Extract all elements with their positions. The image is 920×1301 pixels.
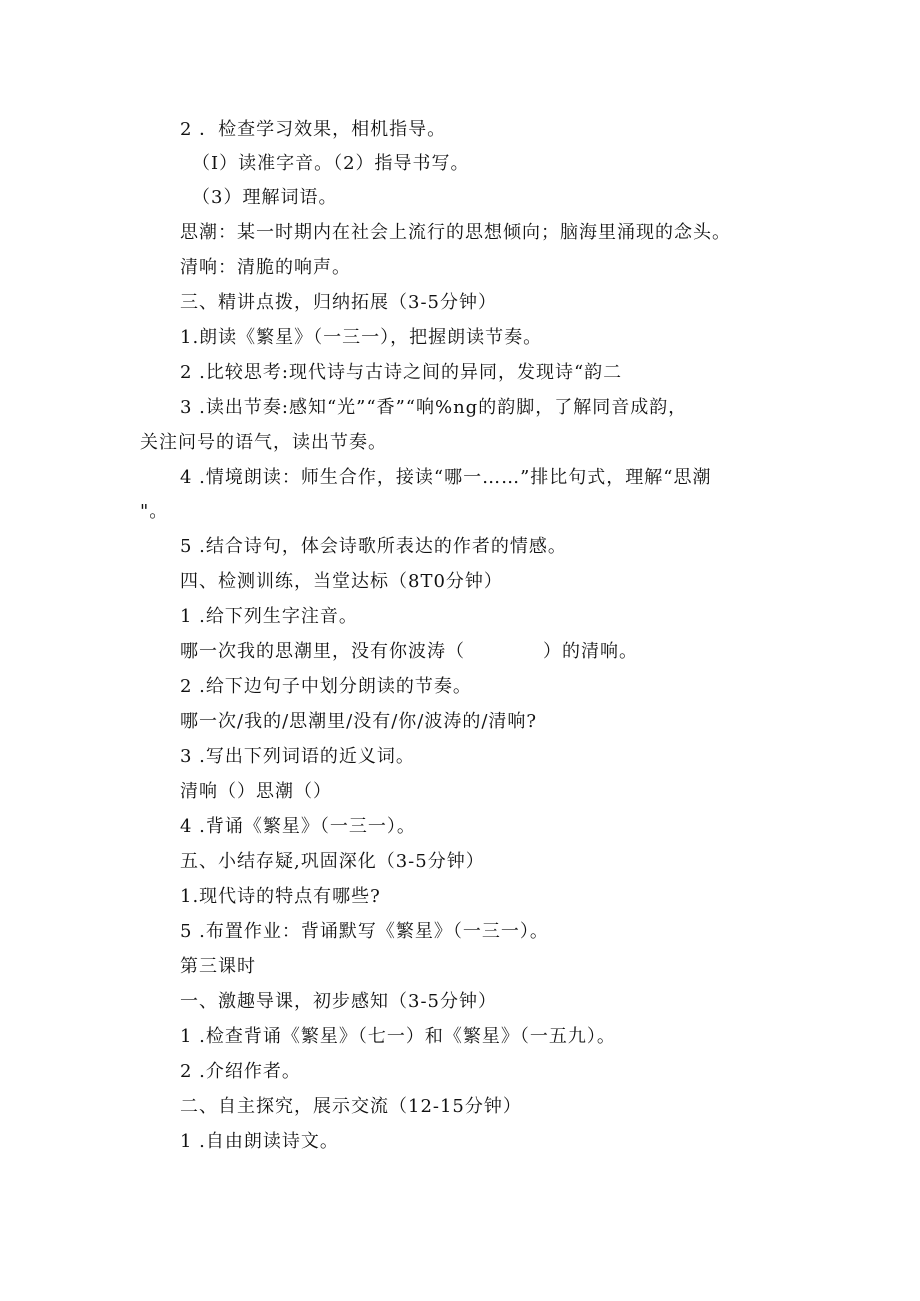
item-check-recite: 1 .检查背诵《繁星》（七一）和《繁星》（一五九）。 — [180, 1026, 616, 1047]
item-rhythm: 3 .读出节奏:感知“光”“香”“响%ng的韵脚，了解同音成韵， — [180, 397, 688, 418]
item-situational-reading-cont: "。 — [140, 501, 169, 522]
item-read-aloud: 1.朗读《繁星》（一三一），把握朗读节奏。 — [180, 327, 543, 348]
definition-qingxiang: 清响：清脆的响声。 — [180, 257, 351, 278]
item-introduce-author: 2 .介绍作者。 — [180, 1061, 301, 1082]
section-heading-5: 五、小结存疑,巩固深化（3-5分钟） — [180, 851, 485, 872]
exercise-pinyin: 1 .给下列生字注音。 — [180, 606, 358, 627]
section-heading-1: 一、激趣导课，初步感知（3-5分钟） — [180, 991, 497, 1012]
exercise-synonyms: 3 .写出下列词语的近义词。 — [180, 746, 415, 767]
homework: 5 .布置作业：背诵默写《繁星》（一三一）。 — [180, 921, 549, 942]
question-modern-poetry: 1.现代诗的特点有哪些? — [180, 886, 381, 907]
sub-understand-words: （3）理解词语。 — [192, 187, 338, 208]
item-free-reading: 1 .自由朗读诗文。 — [180, 1131, 339, 1152]
section-heading-4: 四、检测训练，当堂达标（8T0分钟） — [180, 571, 503, 592]
definition-sichao: 思潮：某一时期内在社会上流行的思想倾向；脑海里涌现的念头。 — [180, 222, 731, 243]
section-heading-2: 二、自主探究，展示交流（12-15分钟） — [180, 1096, 522, 1117]
exercise-rhythm-sentence: 哪一次/我的/思潮里/没有/你/波涛的/清响? — [180, 711, 538, 732]
exercise-recite: 4 .背诵《繁星》（一三一）。 — [180, 816, 416, 837]
exercise-synonyms-words: 清响（）思潮（） — [180, 781, 332, 802]
section-heading-3: 三、精讲点拨，归纳拓展（3-5分钟） — [180, 292, 497, 313]
item-situational-reading: 4 .情境朗读：师生合作，接读“哪一……”排比句式，理解“思潮 — [180, 467, 712, 488]
sentence-part-2: ）的清响。 — [543, 641, 638, 662]
step-check-learning: 2 ．检查学习效果，相机指导。 — [180, 119, 447, 140]
lesson-three-heading: 第三课时 — [180, 956, 256, 977]
exercise-pinyin-sentence — [180, 640, 638, 664]
exercise-rhythm: 2 .给下边句子中划分朗读的节奏。 — [180, 676, 472, 697]
item-compare: 2 .比较思考:现代诗与古诗之间的异同，发现诗“韵二 — [180, 362, 623, 383]
sub-read-write: （I）读准字音。（2）指导书写。 — [192, 153, 470, 174]
item-emotion: 5 .结合诗句，体会诗歌所表达的作者的情感。 — [180, 536, 567, 557]
sentence-part-1: 哪一次我的思潮里，没有你波涛（ — [180, 641, 465, 662]
item-rhythm-cont: 关注问号的语气，读出节奏。 — [140, 432, 387, 453]
